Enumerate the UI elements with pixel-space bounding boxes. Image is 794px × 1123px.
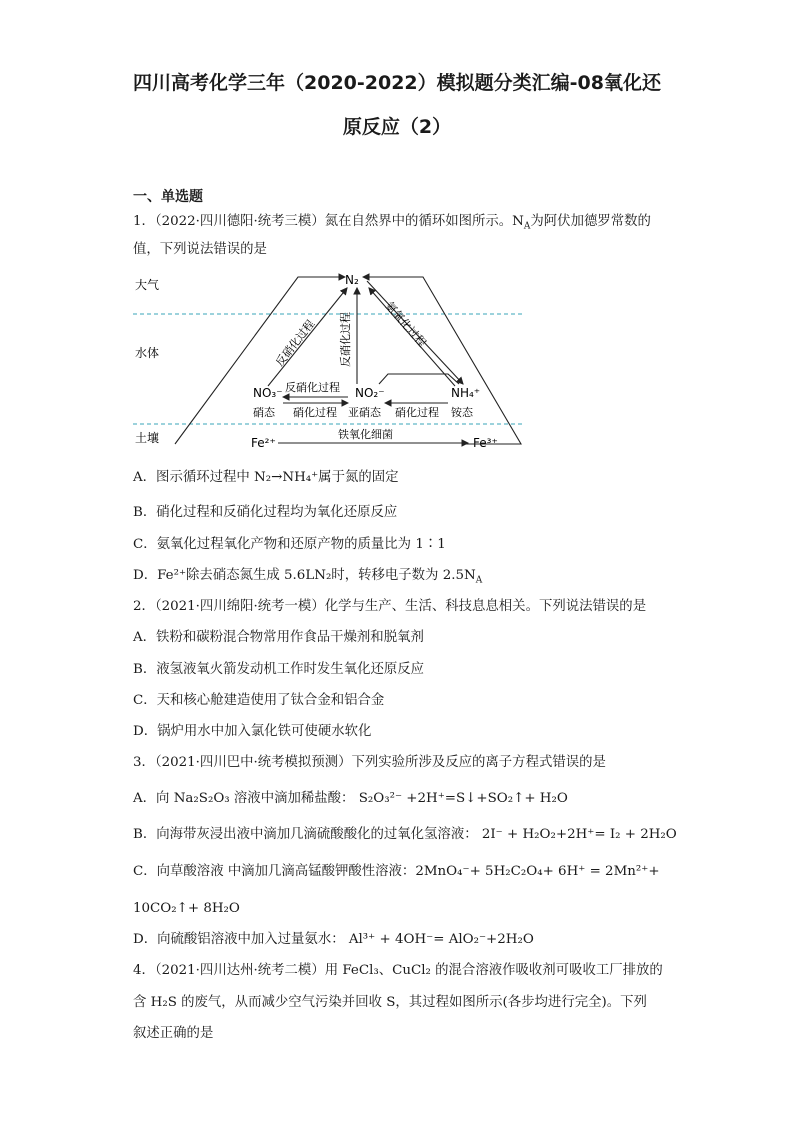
zone-atmosphere-label: 大气 bbox=[135, 278, 160, 292]
q2-stem: 2．（2021·四川绵阳·统考一模）化学与生产、生活、科技息息相关。下列说法错误的是 bbox=[133, 599, 647, 614]
q1-stem-line1: 1．（2022·四川德阳·统考三模）氮在自然界中的循环如图所示。$N_A$为阿伏加德罗常数的 bbox=[133, 214, 651, 232]
zone-soil-label: 土壤 bbox=[135, 431, 160, 445]
no3-node: NO₃⁻ bbox=[253, 386, 283, 400]
fe2-node: Fe²⁺ bbox=[251, 436, 276, 450]
q2-option-d[interactable]: D．锅炉用水中加入氯化铁可使硬水软化 bbox=[133, 724, 372, 739]
q2-option-a[interactable]: A．铁粉和碳粉混合物常用作食品干燥剂和脱氧剂 bbox=[133, 630, 424, 645]
nitrification-label-left: 硝化过程 bbox=[293, 406, 337, 419]
q1-option-d[interactable]: D．Fe²⁺除去硝态氮生成 5.6LN₂时，转移电子数为 $2.5N_A$ bbox=[133, 568, 483, 586]
q3-stem: 3．（2021·四川巴中·统考模拟预测）下列实验所涉及反应的离子方程式错误的是 bbox=[133, 755, 606, 770]
denitrification-label-horizontal: 反硝化过程 bbox=[285, 381, 340, 394]
q3-option-a[interactable]: A．向 Na₂S₂O₃ 溶液中滴加稀盐酸： S₂O₃²⁻ +2H⁺=S↓+SO₂↑+ H₂O bbox=[133, 791, 568, 806]
q3-option-d[interactable]: D．向硫酸铝溶液中加入过量氨水： Al³⁺ + 4OH⁻= AlO₂⁻+2H₂O bbox=[133, 932, 534, 947]
q4-stem-line3: 叙述正确的是 bbox=[133, 1026, 214, 1041]
q4-stem-line1: 4．（2021·四川达州·统考二模）用 FeCl₃、CuCl₂ 的混合溶液作吸收剂可吸收工厂排放的 bbox=[133, 963, 663, 978]
q1-option-c[interactable]: C．氨氧化过程氧化产物和还原产物的质量比为 1∶1 bbox=[133, 537, 446, 552]
nh4-name: 铵态 bbox=[451, 406, 473, 419]
page-title-line1: 四川高考化学三年（2020-2022）模拟题分类汇编-08氧化还 bbox=[133, 72, 661, 94]
q2-option-c[interactable]: C．天和核心舱建造使用了钛合金和铝合金 bbox=[133, 693, 385, 708]
fe3-node: Fe³⁺ bbox=[473, 436, 498, 450]
section-heading: 一、单选题 bbox=[133, 189, 203, 205]
page-title-line2: 原反应（2） bbox=[342, 116, 452, 138]
q2-option-b[interactable]: B．液氢液氧火箭发动机工作时发生氧化还原反应 bbox=[133, 662, 425, 677]
no2-node: NO₂⁻ bbox=[355, 386, 385, 400]
nh4-node: NH₄⁺ bbox=[451, 386, 481, 400]
denitrification-label-vertical: 反硝化过程 bbox=[339, 312, 352, 367]
q4-stem-line2: 含 H₂S 的废气，从而减少空气污染并回收 S，其过程如图所示(各步均进行完全)。下列 bbox=[133, 995, 647, 1010]
anammox-label: 氨氧化过程 bbox=[382, 299, 429, 350]
q1-stem-line2: 值，下列说法错误的是 bbox=[133, 242, 267, 257]
nitrification-label-right: 硝化过程 bbox=[395, 406, 439, 419]
no3-name: 硝态 bbox=[253, 406, 275, 419]
n2-node: N₂ bbox=[345, 273, 359, 287]
nitrogen-cycle-diagram bbox=[133, 264, 533, 454]
denitrification-label-diagonal: 反硝化过程 bbox=[273, 317, 318, 369]
q3-option-c-continued: 10CO₂↑+ 8H₂O bbox=[133, 901, 240, 916]
no2-name: 亚硝态 bbox=[348, 406, 381, 419]
q1-option-b[interactable]: B．硝化过程和反硝化过程均为氧化还原反应 bbox=[133, 505, 398, 520]
q1-option-a[interactable]: A．图示循环过程中 N₂→NH₄⁺属于氮的固定 bbox=[133, 470, 399, 485]
q3-option-c[interactable]: C．向草酸溶液 中滴加几滴高锰酸钾酸性溶液：2MnO₄⁻+ 5H₂C₂O₄+ 6H⁺ = 2Mn²⁺+ bbox=[133, 864, 660, 879]
zone-water-label: 水体 bbox=[135, 346, 160, 360]
iron-bacteria-label: 铁氧化细菌 bbox=[338, 428, 393, 441]
q3-option-b[interactable]: B．向海带灰浸出液中滴加几滴硫酸酸化的过氧化氢溶液： 2I⁻ + H₂O₂+2H⁺= I₂ + 2H₂O bbox=[133, 827, 677, 842]
